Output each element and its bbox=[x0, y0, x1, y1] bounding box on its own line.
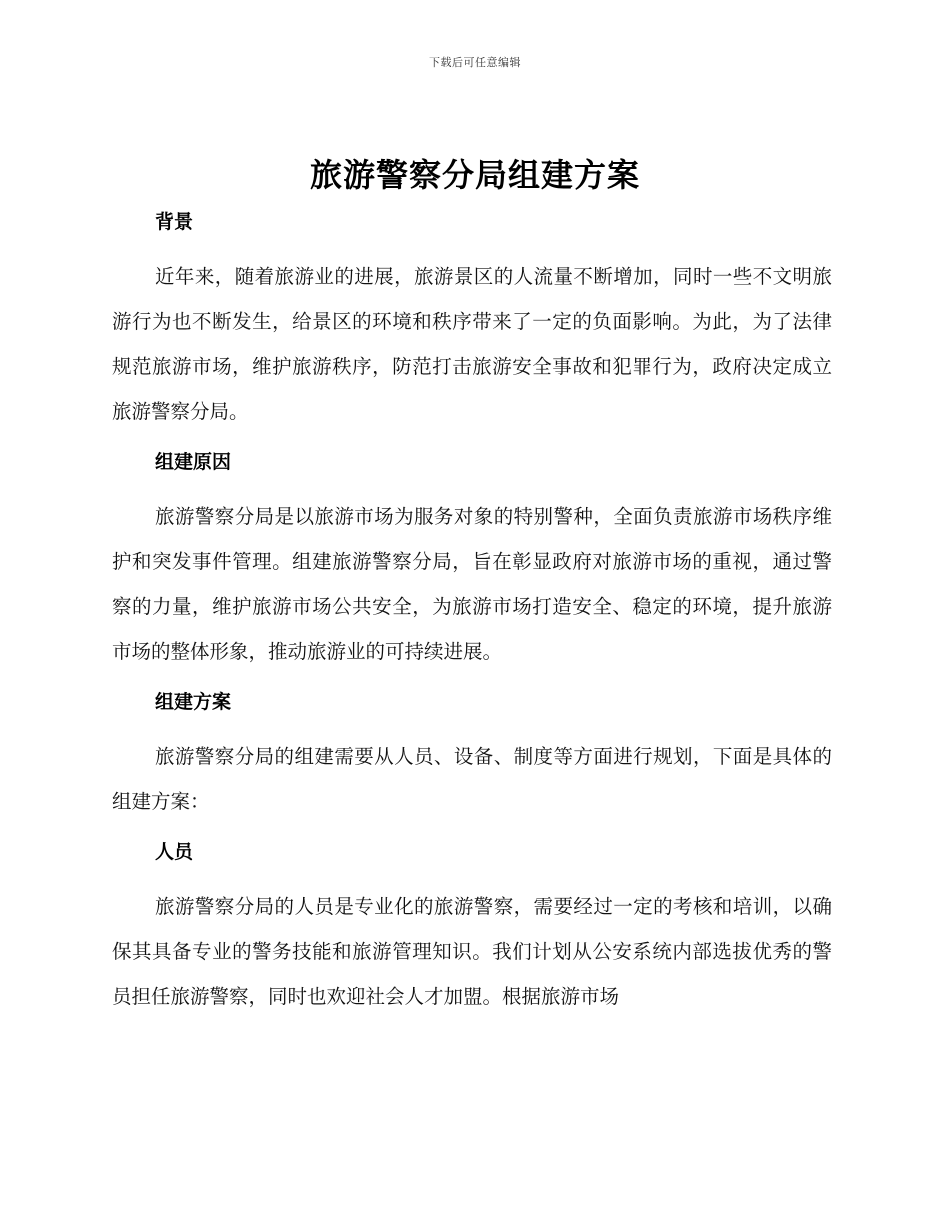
document-title: 旅游警察分局组建方案 bbox=[309, 156, 640, 194]
section-heading-personnel: 人员 bbox=[155, 841, 194, 863]
section-paragraph-reason: 旅游警察分局是以旅游市场为服务对象的特别警种，全面负责旅游市场秩序维护和突发事件管理。组建旅游警察分局，旨在彰显政府对旅游市场的重视，通过警察的力量，维护旅游市场公共安全，为旅游市场打造安全、稳定的环境，提升旅游市场的整体形象，推动旅游业的可持续进展。 bbox=[112, 505, 832, 663]
section-paragraph-plan: 旅游警察分局的组建需要从人员、设备、制度等方面进行规划，下面是具体的组建方案： bbox=[112, 745, 832, 813]
section-paragraph-personnel: 旅游警察分局的人员是专业化的旅游警察，需要经过一定的考核和培训，以确保其具备专业的警务技能和旅游管理知识。我们计划从公安系统内部选拔优秀的警员担任旅游警察，同时也欢迎社会人才加盟。根据旅游市场 bbox=[112, 895, 832, 1008]
section-paragraph-background: 近年来，随着旅游业的进展，旅游景区的人流量不断增加，同时一些不文明旅游行为也不断发生，给景区的环境和秩序带来了一定的负面影响。为此，为了法律规范旅游市场，维护旅游秩序，防范打击旅游安全事故和犯罪行为，政府决定成立旅游警察分局。 bbox=[112, 265, 832, 423]
page-header-note: 下载后可任意编辑 bbox=[429, 56, 521, 69]
section-heading-plan: 组建方案 bbox=[155, 691, 232, 713]
document-body bbox=[112, 202, 832, 1019]
section-heading-reason: 组建原因 bbox=[155, 451, 232, 473]
section-heading-background: 背景 bbox=[155, 211, 194, 233]
